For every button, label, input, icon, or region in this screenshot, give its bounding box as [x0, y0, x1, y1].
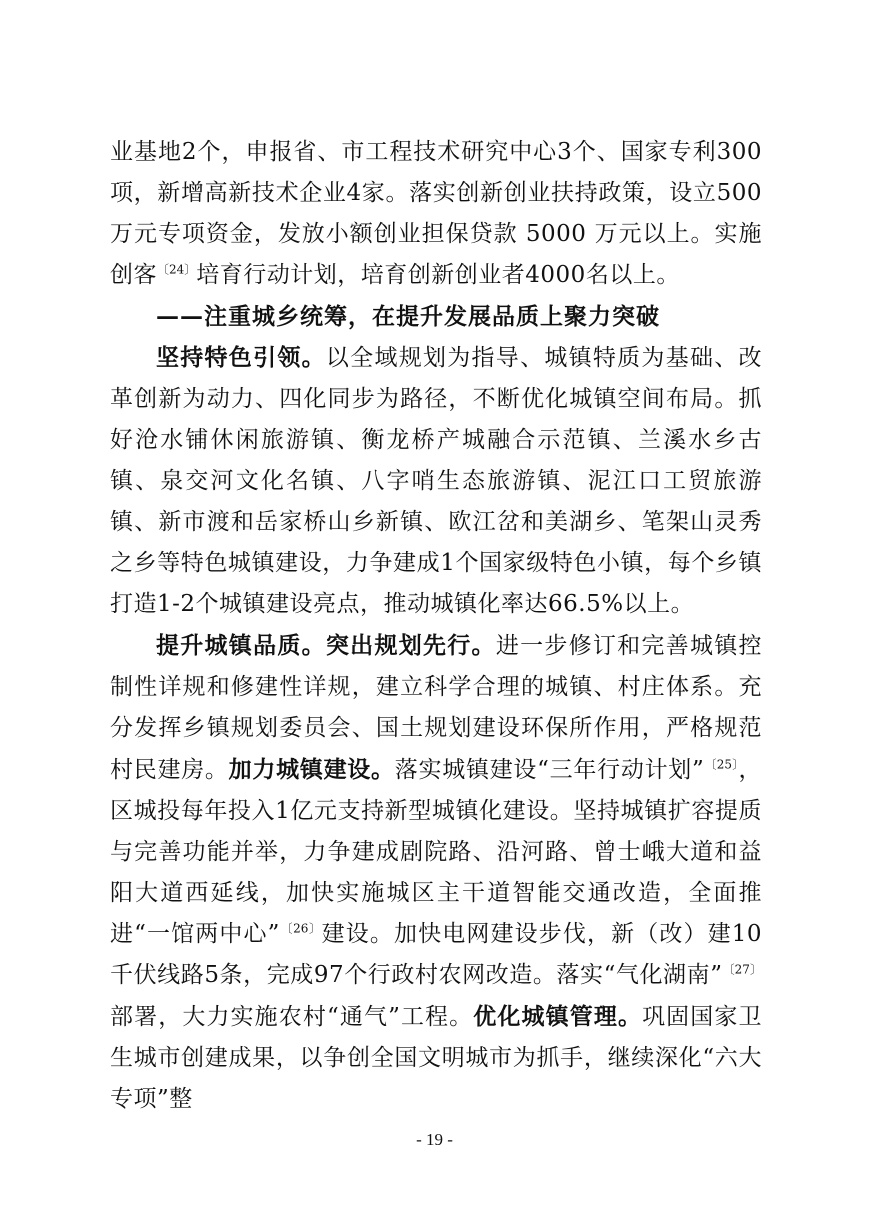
paragraph-featured-towns	[110, 337, 762, 625]
footnote-ref-26[interactable]: 〔26〕	[279, 921, 322, 936]
footnote-ref-25[interactable]: 〔25〕	[704, 757, 739, 772]
paragraph-lead-title: 提升城镇品质。	[156, 632, 326, 659]
paragraph-text: ，区城投每年投入1亿元支持新型城镇化建设。坚持城镇扩容提质与完善功能并举，力争建成剧院路、沿河路、曾士峨大道和益阳大道西延线，加快实施城区主干道智能交通改造，全面推进“一馆两中心”	[110, 757, 762, 947]
section-heading: ——注重城乡统筹，在提升发展品质上聚力突破	[156, 303, 660, 330]
paragraph-lead-title: 坚持特色引领。	[156, 344, 326, 371]
paragraph-text: 落实城镇建设“三年行动计划”	[394, 757, 705, 783]
paragraph-text: 部署，大力实施农村“通气”工程。	[110, 1004, 474, 1030]
footnote-ref-24[interactable]: 〔24〕	[157, 262, 197, 277]
document-body	[110, 132, 762, 1120]
page-number: - 19 -	[416, 1130, 453, 1149]
paragraph-text: 建设。加快电网建设步伐，新（改）建10千伏线路5条，完成97个行政村农网改造。落实“气化湖南”	[110, 921, 762, 988]
paragraph-innovation	[110, 132, 762, 296]
footnote-ref-27[interactable]: 〔27〕	[722, 962, 762, 977]
paragraph-text: 培育行动计划，培育创新创业者4000名以上。	[196, 262, 680, 288]
paragraph-lead-title: 加力城镇建设。	[228, 756, 395, 783]
paragraph-lead-title: 突出规划先行。	[325, 632, 496, 659]
paragraph-text: 巩固国家卫生城市创建成果，以争创全国文明城市为抓手，继续深化“六大专项”整	[110, 1004, 763, 1112]
paragraph-text: 以全域规划为指导、城镇特质为基础、改革创新为动力、四化同步为路径，不断优化城镇空间布局。抓好沧水铺休闲旅游镇、衡龙桥产城融合示范镇、兰溪水乡古镇、泉交河文化名镇、八字哨生态旅游镇、泥江口工贸旅游镇、新市渡和岳家桥山乡新镇、欧江岔和美湖乡、笔架山灵秀之乡等特色城镇建设，力争建成1个国家级特色小镇，每个乡镇打造1-2个城镇建设亮点，推动城镇化率达66.5%以上。	[110, 345, 763, 617]
paragraph-text: 进一步修订和完善城镇控制性详规和修建性详规，建立科学合理的城镇、村庄体系。充分发挥乡镇规划委员会、国土规划建设环保所作用，严格规范村民建房。	[110, 633, 763, 783]
paragraph-lead-title: 优化城镇管理。	[473, 1003, 643, 1030]
paragraph-text: 业基地2个，申报省、市工程技术研究中心3个、国家专利300项，新增高新技术企业4家。落实创新创业扶持政策，设立500万元专项资金，发放小额创业担保贷款 5000 万元以上。实施创客	[110, 139, 762, 288]
paragraph-town-quality	[110, 625, 762, 1120]
